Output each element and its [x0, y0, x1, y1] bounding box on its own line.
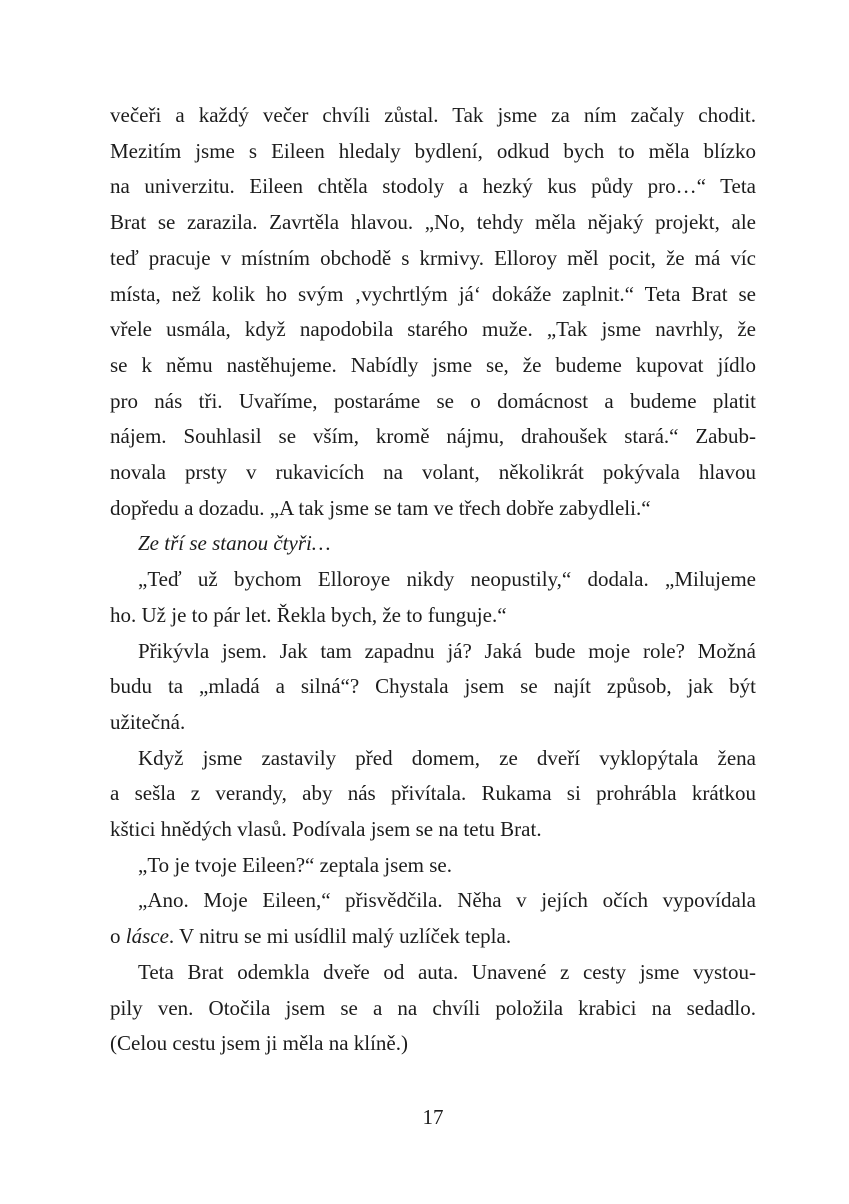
text-line: Když jsme zastavily před domem, ze dveří vyklopýtala žena	[138, 745, 756, 770]
text-line: místa, než kolik ho svým ‚vychrtlým já‘ dokáže zaplnit.“ Teta Brat se	[110, 281, 756, 306]
text-line: a sešla z verandy, aby nás přivítala. Rukama si prohrábla krátkou	[110, 781, 756, 806]
paragraph	[110, 562, 756, 633]
text-line: užitečná.	[110, 709, 186, 734]
text-line: ho. Už je to pár let. Řekla bych, že to funguje.“	[110, 602, 507, 627]
text-line: večeři a každý večer chvíli zůstal. Tak jsme za ním začaly chodit.	[110, 103, 756, 127]
paragraph	[110, 883, 756, 954]
paragraph	[110, 526, 756, 562]
text-segment: o	[110, 924, 126, 949]
text-line: kštici hnědých vlasů. Podívala jsem se na tetu Brat.	[110, 817, 542, 842]
text-line: Mezitím jsme s Eileen hledaly bydlení, odkud bych to měla blízko	[110, 138, 756, 163]
paragraph	[110, 98, 756, 526]
text-line: novala prsty v rukavicích na volant, několikrát pokývala hlavou	[110, 460, 756, 485]
text-line: dopředu a dozadu. „A tak jsme se tam ve třech dobře zabydleli.“	[110, 495, 651, 520]
text-line: Teta Brat odemkla dveře od auta. Unavené z cesty jsme vystou-	[138, 959, 756, 984]
text-line: Ze tří se stanou čtyři…	[138, 531, 331, 556]
text-line: Přikývla jsem. Jak tam zapadnu já? Jaká bude moje role? Možná	[138, 638, 756, 663]
paragraph	[110, 634, 756, 741]
page-text	[110, 98, 756, 1062]
text-line: pro nás tři. Uvaříme, postaráme se o domácnost a budeme platit	[110, 388, 756, 413]
paragraph	[110, 848, 756, 884]
text-line: Brat se zarazila. Zavrtěla hlavou. „No, tehdy měla nějaký projekt, ale	[110, 210, 756, 235]
text-line: teď pracuje v místním obchodě s krmivy. Elloroy měl pocit, že má víc	[110, 245, 756, 270]
text-line: „To je tvoje Eileen?“ zeptala jsem se.	[138, 852, 452, 877]
text-segment: . V nitru se mi usídlil malý uzlíček tepla.	[168, 924, 512, 949]
page-number: 17	[422, 1105, 444, 1129]
text-line: se k němu nastěhujeme. Nabídly jsme se, že budeme kupovat jídlo	[110, 352, 756, 377]
text-line: na univerzitu. Eileen chtěla stodoly a hezký kus půdy pro…“ Teta	[110, 174, 756, 199]
text-line: (Celou cestu jsem ji měla na klíně.)	[110, 1031, 408, 1056]
text-line: „Teď už bychom Elloroye nikdy neopustily,“ dodala. „Milujeme	[138, 567, 756, 592]
text-line: nájem. Souhlasil se vším, kromě nájmu, drahoušek stará.“ Zabub-	[110, 424, 756, 449]
paragraph	[110, 955, 756, 1062]
paragraph	[110, 741, 756, 848]
text-line: budu ta „mladá a silná“? Chystala jsem se najít způsob, jak být	[110, 674, 756, 699]
text-line: „Ano. Moje Eileen,“ přisvědčila. Něha v jejích očích vypovídala	[138, 888, 756, 913]
text-line	[110, 919, 756, 955]
text-line: pily ven. Otočila jsem se a na chvíli položila krabici na sedadlo.	[110, 995, 756, 1020]
text-line: vřele usmála, když napodobila starého muže. „Tak jsme navrhly, že	[110, 317, 756, 342]
emphasized-text: lásce	[125, 924, 169, 949]
